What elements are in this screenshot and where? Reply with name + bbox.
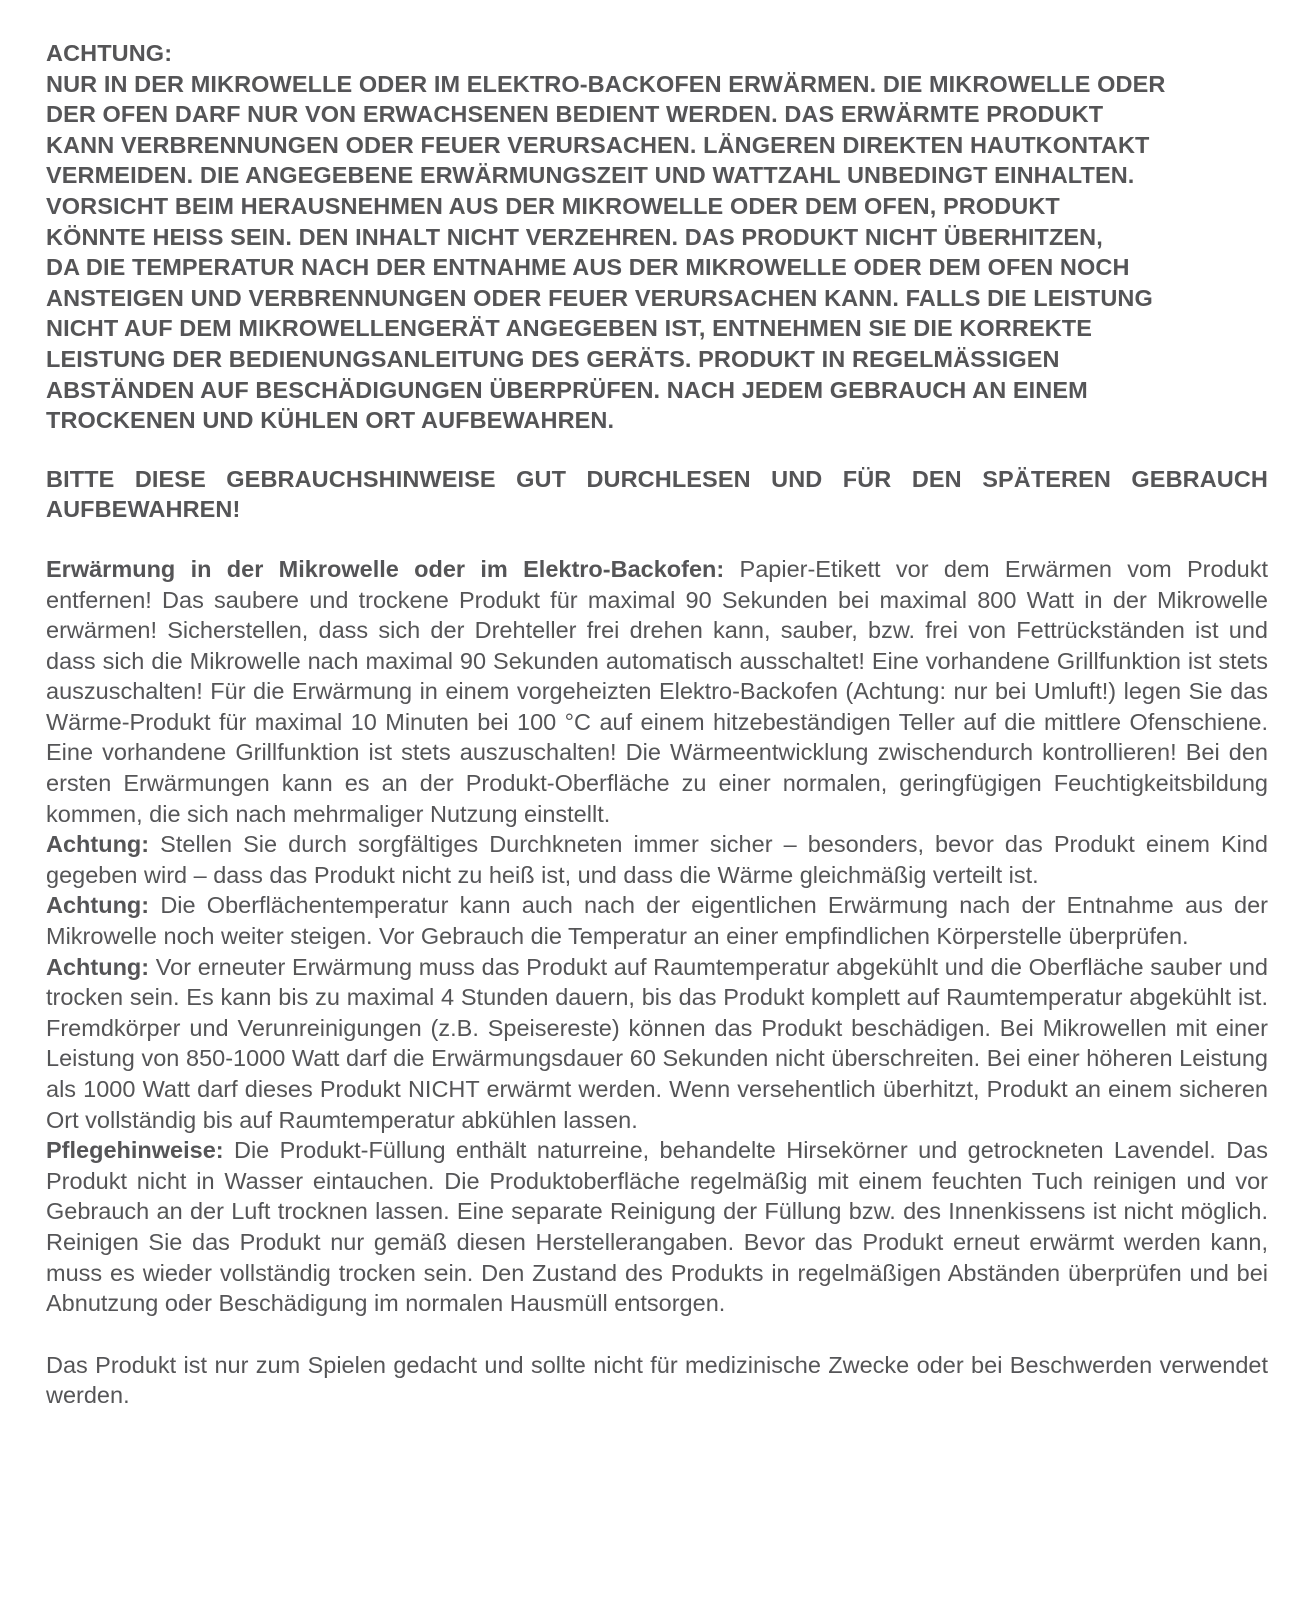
warning-line: VERMEIDEN. DIE ANGEGEBENE ERWÄRMUNGSZEIT UND WATTZAHL UNBEDINGT EINHALTEN. [46,162,1135,189]
caution-heading: Achtung: [46,953,150,980]
warning-block [46,38,1268,436]
caution-heading: Achtung: [46,892,150,919]
warning-line: DA DIE TEMPERATUR NACH DER ENTNAHME AUS DER MIKROWELLE ODER DEM OFEN NOCH [46,254,1130,281]
instruction-document [46,38,1268,1411]
caution-heading: Achtung: [46,831,150,858]
warning-line: KANN VERBRENNUNGEN ODER FEUER VERURSACHEN. LÄNGEREN DIREKTEN HAUTKONTAKT [46,131,1150,158]
read-instructions-notice: BITTE DIESE GEBRAUCHSHINWEISE GUT DURCHLESEN UND FÜR DEN SPÄTEREN GEBRAUCH AUFBEWAHREN! [46,465,1268,523]
caution-text: Die Oberflächentemperatur kann auch nach der eigentlichen Erwärmung nach der Entnahme aus der Mikrowelle noch weiter steigen. Vor Gebrauch die Temperatur an einer empfindlichen Körperstelle überprüfen. [46,892,1268,950]
warning-line: ACHTUNG: [46,40,173,66]
care-text: Die Produkt-Füllung enthält naturreine, behandelte Hirsekörner und getrockneten Lavendel. Das Produkt nicht in Wasser eintauchen. Die Produktoberfläche regelmäßig mit einem feuchten Tuch reinigen und vor Gebrauch an der Luft trocknen lassen. Eine separate Reinigung der Füllung bzw. des Innenkissens ist nicht möglich. Reinigen Sie das Produkt nur gemäß diesen Herstellerangaben. Bevor das Produkt erneut erwärmt werden kann, muss es wieder vollständig trocken sein. Den Zustand des Produkts in regelmäßigen Abständen überprüfen und bei Abnutzung oder Beschädigung im normalen Hausmüll entsorgen. [46,1137,1268,1317]
instructions-body [46,554,1268,1319]
warning-line: DER OFEN DARF NUR VON ERWACHSENEN BEDIENT WERDEN. DAS ERWÄRMTE PRODUKT [46,101,1104,128]
caution-paragraph [46,829,1268,890]
warning-line: TROCKENEN UND KÜHLEN ORT AUFBEWAHREN. [46,407,615,434]
usage-disclaimer: Das Produkt ist nur zum Spielen gedacht und sollte nicht für medizinische Zwecke oder bei Beschwerden verwendet werden. [46,1351,1268,1409]
warning-line: KÖNNTE HEISS SEIN. DEN INHALT NICHT VERZEHREN. DAS PRODUKT NICHT ÜBERHITZEN, [46,223,1103,250]
heating-paragraph [46,554,1268,829]
caution-paragraph [46,952,1268,1136]
warning-line: NICHT AUF DEM MIKROWELLENGERÄT ANGEGEBEN IST, ENTNEHMEN SIE DIE KORREKTE [46,315,1093,342]
heating-text: Papier-Etikett vor dem Erwärmen vom Produkt entfernen! Das saubere und trockene Produkt für maximal 90 Sekunden bei maximal 800 Watt in der Mikrowelle erwärmen! Sicherstellen, dass sich der Drehteller frei drehen kann, sauber, bzw. frei von Fettrückständen ist und dass sich die Mikrowelle nach maximal 90 Sekunden automatisch ausschaltet! Eine vorhandene Grillfunktion ist stets auszuschalten! Für die Erwärmung in einem vorgeheizten Elektro-Backofen (Achtung: nur bei Umluft!) legen Sie das Wärme-Produkt für maximal 10 Minuten bei 100 °C auf einem hitzebeständigen Teller auf die mittlere Ofenschiene. Eine vorhandene Grillfunktion ist stets auszuschalten! Die Wärmeentwicklung zwischendurch kontrollieren! Bei den ersten Erwärmungen kann es an der Produkt-Oberfläche zu einer normalen, geringfügigen Feuchtigkeitsbildung kommen, die sich nach mehrmaliger Nutzung einstellt. [46,555,1268,827]
warning-line: ABSTÄNDEN AUF BESCHÄDIGUNGEN ÜBERPRÜFEN. NACH JEDEM GEBRAUCH AN EINEM [46,376,1088,403]
caution-paragraph [46,890,1268,951]
warning-line: NUR IN DER MIKROWELLE ODER IM ELEKTRO-BACKOFEN ERWÄRMEN. DIE MIKROWELLE ODER [46,70,1166,97]
heating-heading: Erwärmung in der Mikrowelle oder im Elektro-Backofen: [46,555,725,582]
warning-line: ANSTEIGEN UND VERBRENNUNGEN ODER FEUER VERURSACHEN KANN. FALLS DIE LEISTUNG [46,284,1153,311]
caution-text: Vor erneuter Erwärmung muss das Produkt auf Raumtemperatur abgekühlt und die Oberfläche sauber und trocken sein. Es kann bis zu maximal 4 Stunden dauern, bis das Produkt komplett auf Raumtemperatur abgekühlt ist. Fremdkörper und Verunreinigungen (z.B. Speisereste) können das Produkt beschädigen. Bei Mikrowellen mit einer Leistung von 850-1000 Watt darf die Erwärmungsdauer 60 Sekunden nicht überschreiten. Bei einer höheren Leistung als 1000 Watt darf dieses Produkt NICHT erwärmt werden. Wenn versehentlich überhitzt, Produkt an einem sicheren Ort vollständig bis auf Raumtemperatur abkühlen lassen. [46,953,1268,1133]
warning-line: VORSICHT BEIM HERAUSNEHMEN AUS DER MIKROWELLE ODER DEM OFEN, PRODUKT [46,192,1060,219]
care-heading: Pflegehinweise: [46,1137,224,1164]
warning-line: LEISTUNG DER BEDIENUNGSANLEITUNG DES GERÄTS. PRODUKT IN REGELMÄSSIGEN [46,345,1060,372]
care-paragraph [46,1135,1268,1319]
caution-text: Stellen Sie durch sorgfältiges Durchkneten immer sicher – besonders, bevor das Produkt einem Kind gegeben wird – dass das Produkt nicht zu heiß ist, und dass die Wärme gleichmäßig verteilt ist. [46,831,1268,888]
